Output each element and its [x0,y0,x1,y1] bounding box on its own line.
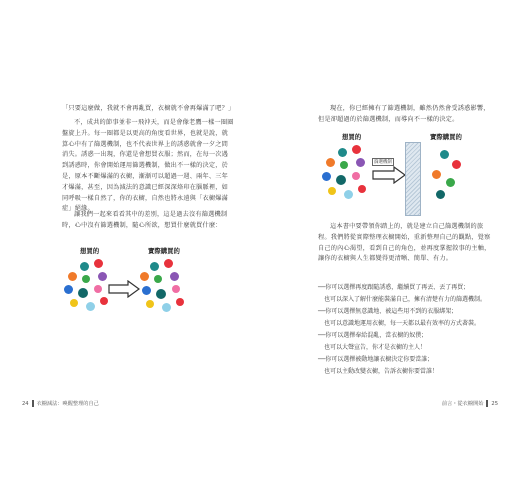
dot [352,145,361,154]
left-label-want: 想買的 [80,247,100,255]
dot [154,275,162,283]
dot [80,262,89,271]
left-para-intro: 讓我們一起來看看其中的差別，這是過去沒有篩選機制時，心中沒有篩選機制，隨心所欲，想買什麼就買什麼： [62,211,228,229]
filter-label: 篩選機制 [374,160,392,165]
dot [68,272,77,281]
list-item: ──你可以選擇再度跟隨誘惑，繼續買了再丟、丟了再買； [318,284,470,291]
right-label-bought: 實際購買的 [430,133,462,141]
dot [64,285,73,294]
running-title: 前言・從衣櫥開始 [441,401,484,407]
dot [352,172,360,180]
dot [340,161,348,169]
list-item: 也可以深入了解什麼能裝滿自己，擁有清楚有力的篩選機制。 [318,296,487,303]
page-number: 24 [22,401,29,407]
running-title: 衣櫥減法：喚醒整理的自己 [36,401,99,407]
dot [150,262,159,271]
dot [322,172,331,181]
right-para-intro: 現在，你已經擁有了篩選機制，雖然仍然會受誘惑影響，但是卻超過的於篩選機制，而導向不一樣的決定。 [318,105,490,123]
dot [446,178,455,187]
dot [86,302,95,311]
list-item: ──你可以選擇奉給混亂，當衣櫥的奴僕； [318,332,428,339]
list-item: 也可以主動改變衣櫥，告訴衣櫥你要當誰！ [318,368,439,375]
dot [432,170,441,179]
dot [336,175,346,185]
dot [344,190,353,199]
left-para-quote: 「只要這麼做，我就不會再亂買，衣櫥就不會再爆滿了吧？」 [62,105,235,112]
page-number: 25 [491,401,498,407]
right-page [260,0,520,500]
filter-wall [405,142,421,216]
dot [356,158,365,167]
dot [440,150,449,159]
dot [358,185,366,193]
arrow-right-icon [372,166,406,184]
list-item: ──你可以選擇無意識地、被這些用不到的衣服綁架； [318,308,458,315]
dot [436,190,445,199]
arrow-right-icon [108,280,140,298]
dot [98,272,107,281]
dot [94,285,102,293]
list-item: 也可以大聲宣告，你才是衣櫥的主人！ [318,344,427,351]
list-item: 也可以意識地運用衣櫥，每一天都以最有效率的方式著裝。 [318,320,481,327]
dot [338,148,347,157]
dot [176,298,184,306]
left-label-bought: 實際購買的 [148,247,180,255]
dot [328,187,336,195]
dot [142,286,151,295]
dot [162,303,171,312]
right-para-body: 這本書中要帶領你踏上的，就是建立自己篩選機制的旅程。我們將從實際整理衣櫥開始，重新整理自己的觀點，覺察自己的內心渴望，看到自己的角色，並再度掌握敘事的主軸，讓你的衣櫥與人生都變得更清晰、簡單、有力。 [318,223,491,263]
dot [164,259,173,268]
dot [170,272,179,281]
dot [94,259,103,268]
list-item: ──你可以選擇被動地讓衣櫥決定你要當誰； [318,356,434,363]
dot [172,285,180,293]
dot [452,160,461,169]
dot [82,275,90,283]
left-footer [22,400,99,407]
right-label-want: 想買的 [342,133,362,141]
dot [78,288,88,298]
right-footer [442,400,498,407]
dot [146,300,154,308]
left-para-body: 不，成共的節事並非一飛沖天，而是會像老鷹一樣一圈圈盤旋上升。每一圈都是以更高的角度看世界，也就是說，就算心中有了篩選機制，也不代表世界上的誘惑就會一夕之間消失。誘惑一出現，你還是會想買衣服；然而，在每一次遇到誘惑時，你會開始運用篩選機制，做出不一樣的決定，於是，原本不斷爆滿的衣櫥，漸漸可以超過一週、兩年、三年才爆滿，甚至，因為減法的意識已經深深烙印在腦脈裡，如同呼吸一樣自然了，你的衣櫥，自然也將永遠與「衣櫥爆滿症」絕緣。 [62,119,234,213]
dot [100,297,108,305]
dot [156,289,166,299]
dot [326,158,335,167]
dot [140,272,149,281]
dot [70,299,78,307]
